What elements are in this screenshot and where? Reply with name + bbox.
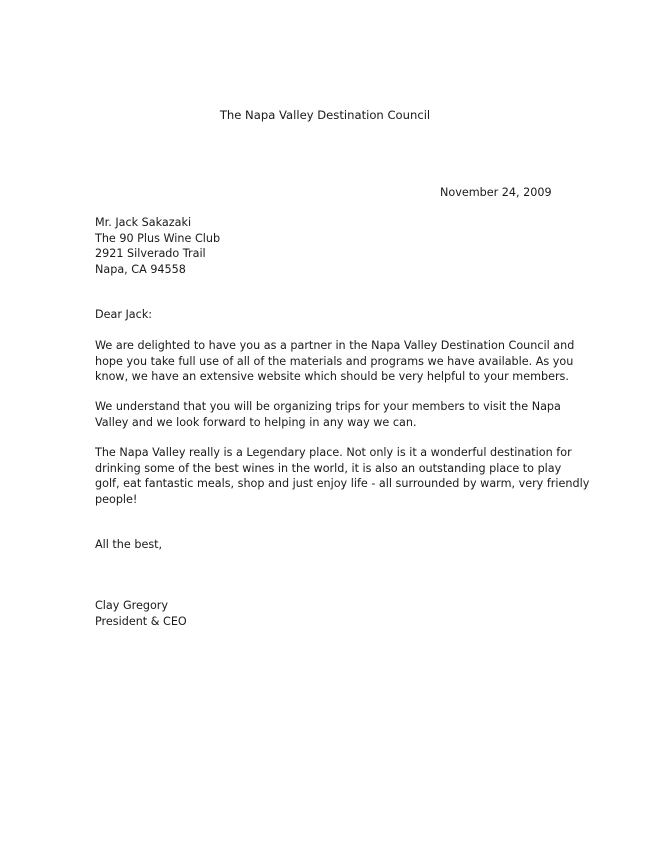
signer-name: Clay Gregory bbox=[95, 599, 169, 612]
letterhead-title: The Napa Valley Destination Council bbox=[219, 108, 431, 122]
closing: All the best, bbox=[95, 538, 163, 551]
recipient-address bbox=[95, 215, 565, 277]
paragraph-line: Valley and we look forward to helping in any way we can. bbox=[95, 415, 417, 429]
body-paragraph-1 bbox=[95, 338, 575, 385]
paragraph-line: We understand that you will be organizing trips for your members to visit the Napa bbox=[95, 400, 561, 413]
paragraph-line: We are delighted to have you as a partner in the Napa Valley Destination Council and bbox=[95, 339, 575, 352]
recipient-street: 2921 Silverado Trail bbox=[95, 247, 206, 260]
letter-date: November 24, 2009 bbox=[440, 186, 552, 199]
recipient-company: The 90 Plus Wine Club bbox=[95, 231, 221, 245]
paragraph-line: people! bbox=[95, 492, 138, 506]
body-paragraph-2 bbox=[95, 399, 565, 430]
paragraph-line: know, we have an extensive website which should be very helpful to your members. bbox=[95, 370, 569, 383]
signer-title: President & CEO bbox=[95, 614, 187, 628]
paragraph-line: The Napa Valley really is a Legendary place. Not only is it a wonderful destination for bbox=[95, 446, 572, 459]
paragraph-line: hope you take full use of all of the materials and programs we have available. As you bbox=[95, 354, 574, 368]
recipient-city: Napa, CA 94558 bbox=[95, 262, 186, 276]
recipient-name: Mr. Jack Sakazaki bbox=[95, 216, 192, 229]
body-paragraph-3 bbox=[95, 445, 590, 507]
signature-block bbox=[95, 598, 565, 629]
salutation: Dear Jack: bbox=[95, 308, 153, 321]
paragraph-line: golf, eat fantastic meals, shop and just enjoy life - all surrounded by warm, very friendly bbox=[95, 477, 590, 490]
paragraph-line: drinking some of the best wines in the world, it is also an outstanding place to play bbox=[95, 461, 562, 475]
